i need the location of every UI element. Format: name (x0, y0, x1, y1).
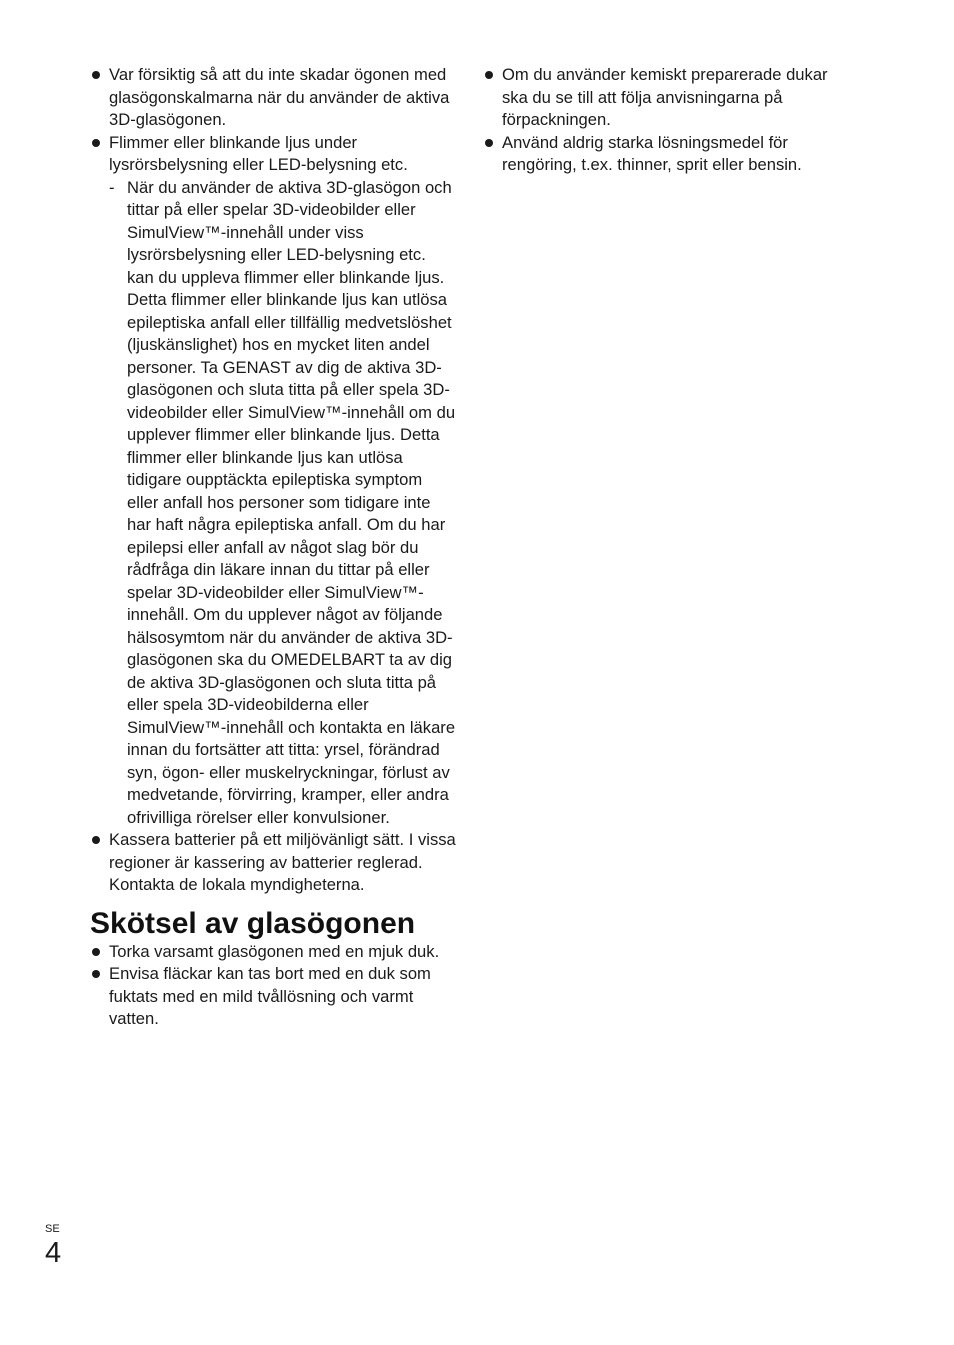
page-footer (45, 1222, 61, 1268)
list-item: Om du använder kemiskt preparerade dukar ska du se till att följa anvisningarna på förpackningen. (483, 64, 843, 132)
right-column (483, 64, 843, 177)
list-item-flicker (90, 132, 456, 830)
page-number: 4 (45, 1237, 62, 1269)
list-item: Använd aldrig starka lösningsmedel för rengöring, t.ex. thinner, sprit eller bensin. (483, 132, 843, 177)
sub-list-item-text: När du använder de aktiva 3D-glasögon och tittar på eller spelar 3D-videobilder eller SimulView™-innehåll under viss lysrörsbelysning eller LED-belysning etc. kan du uppleva flimmer eller blinkande ljus. Detta flimmer eller blinkande ljus kan utlösa epileptiska anfall eller tillfällig medvetslöshet (ljuskänslighet) hos en mycket liten andel personer. Ta GENAST av dig de aktiva 3D-glasögonen och sluta titta på eller spela 3D-videobilder eller SimulView™-innehåll om du upplever flimmer eller blinkande ljus. Detta flimmer eller blinkande ljus kan utlösa tidigare oupptäckta epileptiska symptom eller anfall hos personer som tidigare inte har haft några epileptiska anfall. Om du har epilepsi eller anfall av något slag bör du rådfråga din läkare innan du tittar på eller spelar 3D-videobilder eller SimulView™-innehåll. Om du upplever något av följande hälsosymtom när du använder de aktiva 3D-glasögonen ska du OMEDELBART ta av dig de aktiva 3D-glasögonen och sluta titta på eller spela 3D-videobilderna eller SimulView™-innehåll och kontakta en läkare innan du fortsätter att titta: yrsel, förändrad syn, ögon- eller muskelryckningar, förlust av medvetande, förvirring, kramper, eller andra ofrivilliga rörelser eller konvulsioner. (127, 177, 456, 827)
list-item-battery: Kassera batterier på ett miljövänligt sätt. I vissa regioner är kassering av batterier reglerad. Kontakta de lokala myndigheterna. (90, 829, 456, 897)
region-code: SE (45, 1223, 60, 1235)
list-item: Var försiktig så att du inte skadar ögonen med glasögonskalmarna när du använder de aktiva 3D-glasögonen. (90, 64, 456, 132)
section-title: Skötsel av glasögonen (90, 906, 416, 940)
flicker-heading: Flimmer eller blinkande ljus under lysrörsbelysning eller LED-belysning etc. (109, 132, 408, 174)
list-item: Torka varsamt glasögonen med en mjuk duk. (90, 941, 456, 964)
care-list-continued (483, 64, 843, 177)
left-column (90, 64, 456, 1031)
precautions-list (90, 64, 456, 897)
dash-marker: - (109, 177, 115, 197)
list-item: Envisa fläckar kan tas bort med en duk som fuktats med en mild tvållösning och varmt vatten. (90, 963, 456, 1031)
sub-list-item (109, 177, 456, 830)
care-list (90, 941, 456, 1031)
